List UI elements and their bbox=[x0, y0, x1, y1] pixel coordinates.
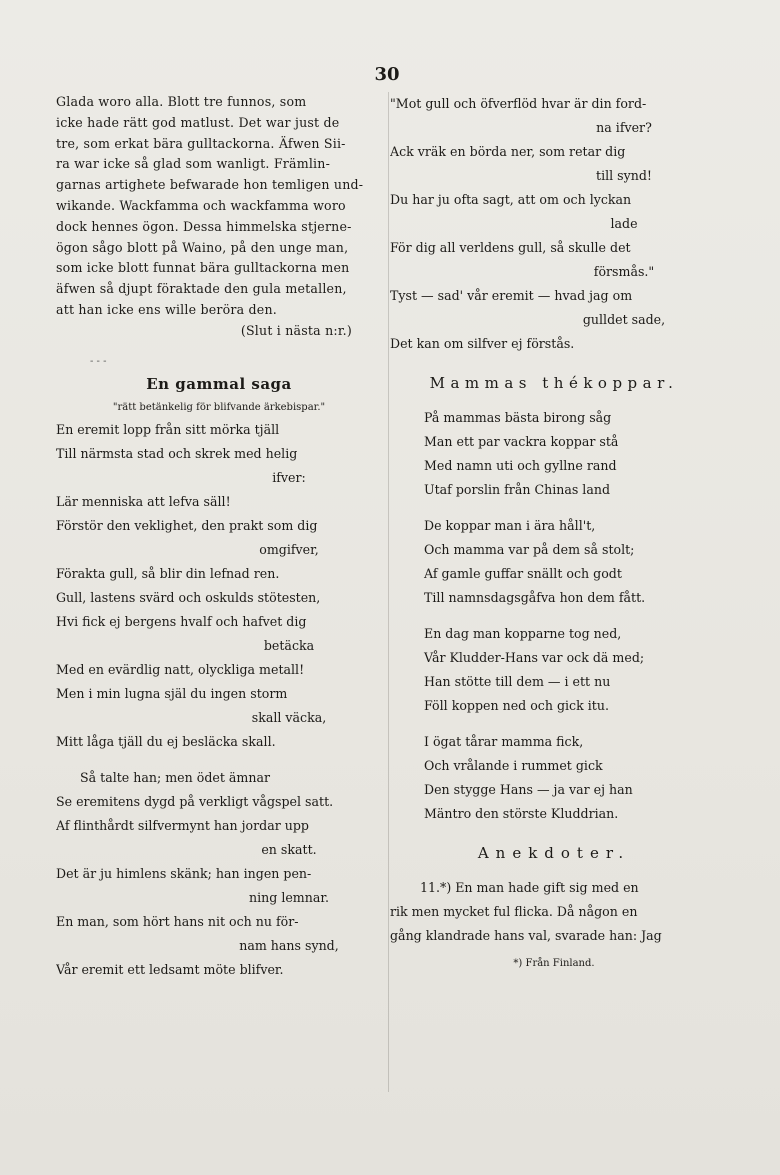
left-column bbox=[56, 92, 382, 982]
prose-line: Glada woro alla. Blott tre funnos, som bbox=[56, 94, 307, 109]
poem-line: Till namnsdagsgåfva hon dem fått. bbox=[424, 590, 646, 605]
poem-line: De koppar man i ära håll't, bbox=[424, 518, 596, 533]
poem-title: En gammal saga bbox=[146, 374, 292, 393]
poem-line: Lär menniska att lefva säll! bbox=[56, 493, 231, 509]
poem-line: Af gamle guffar snällt och godt bbox=[424, 566, 622, 581]
poem-line: Han stötte till dem — i ett nu bbox=[424, 674, 611, 689]
poem-line: På mammas bästa birong såg bbox=[424, 410, 612, 425]
prose-line: tre, som erkat bära gulltackorna. Äfwen Sii- bbox=[56, 135, 346, 151]
stanza bbox=[390, 406, 718, 502]
poem-line: Förstör den veklighet, den prakt som dig bbox=[56, 517, 318, 533]
page-number: 30 bbox=[374, 64, 400, 85]
poem-line-continuation: försmås." bbox=[593, 264, 655, 279]
column-divider bbox=[388, 92, 389, 1092]
poem-body bbox=[56, 418, 382, 754]
poem-line: Du har ju ofta sagt, att om och lyckan bbox=[390, 192, 632, 207]
poem-line: Med namn uti och gyllne rand bbox=[424, 458, 617, 473]
poem-continuation bbox=[390, 92, 718, 356]
continued-note: (Slut i nästa n:r.) bbox=[240, 322, 352, 338]
poem-line: Förakta gull, så blir din lefnad ren. bbox=[56, 565, 280, 581]
poem-line: Ack vräk en börda ner, som retar dig bbox=[390, 144, 626, 159]
prose-line: äfwen så djupt föraktade den gula metallen, bbox=[56, 281, 347, 297]
poem-line-continuation: till synd! bbox=[596, 168, 652, 183]
poem-line: Det kan om silfver ej förstås. bbox=[390, 336, 575, 351]
poem-line: En eremit lopp från sitt mörka tjäll bbox=[56, 421, 280, 437]
poem-line: Den stygge Hans — ja var ej han bbox=[424, 782, 633, 797]
poem-line: Till närmsta stad och skrek med helig bbox=[56, 445, 298, 461]
poem-line: Mitt låga tjäll du ej besläcka skall. bbox=[56, 733, 276, 749]
poem-line: Hvi fick ej bergens hvalf och hafvet dig bbox=[56, 613, 307, 629]
poem-line: Se eremitens dygd på verkligt vågspel satt. bbox=[56, 793, 334, 809]
prose-line: wikande. Wackfamma och wackfamma woro bbox=[56, 197, 346, 213]
poem-line: Men i min lugna själ du ingen storm bbox=[56, 685, 288, 701]
poem-line: Och mamma var på dem så stolt; bbox=[424, 542, 635, 557]
prose-line: som icke blott funnat bära gulltackorna men bbox=[56, 260, 350, 276]
poem-line: Utaf porslin från Chinas land bbox=[424, 482, 611, 497]
poem-line-continuation: omgifver, bbox=[259, 541, 319, 557]
poem-line: För dig all verldens gull, så skulle det bbox=[390, 240, 631, 255]
poem-line: En dag man kopparne tog ned, bbox=[424, 626, 622, 641]
anecdote-line: gång klandrade hans val, svarade han: Jag bbox=[390, 928, 662, 943]
poem-line: Med en evärdlig natt, olyckliga metall! bbox=[56, 661, 305, 677]
poem-subtitle: "rätt betänkelig för blifvande ärkebispar." bbox=[112, 401, 326, 413]
prose-block bbox=[56, 92, 382, 342]
poem-line: Mäntro den störste Kluddrian. bbox=[424, 806, 619, 821]
section-title-mammas-thekoppar: Mammas thékoppar. bbox=[429, 374, 679, 392]
prose-line: icke hade rätt god matlust. Det war just de bbox=[56, 114, 340, 130]
section-title-anekdoter: Anekdoter. bbox=[477, 844, 631, 862]
anecdote-line: rik men mycket ful flicka. Då någon en bbox=[390, 904, 638, 919]
anecdote-line: 11.*) En man hade gift sig med en bbox=[420, 880, 639, 895]
prose-line: dock hennes ögon. Dessa himmelska stjerne- bbox=[56, 218, 352, 234]
poem-line-continuation: betäcka bbox=[263, 637, 315, 653]
section-ornament: - - - bbox=[90, 355, 107, 367]
poem-line-continuation: ifver: bbox=[272, 469, 306, 485]
poem-line-continuation: ning lemnar. bbox=[249, 889, 329, 905]
poem-line: I ögat tårar mamma fick, bbox=[424, 734, 584, 749]
poem-line: Föll koppen ned och gick itu. bbox=[424, 698, 609, 713]
poem-line-continuation: lade bbox=[610, 216, 638, 231]
prose-line: ögon sågo blott på Waino, på den unge man, bbox=[56, 239, 349, 255]
poem-line: "Mot gull och öfverflöd hvar är din ford- bbox=[390, 96, 647, 111]
stanza bbox=[390, 730, 718, 826]
poem-line: Vår Kludder-Hans var ock dä med; bbox=[424, 650, 645, 665]
poem-line: Vår eremit ett ledsamt möte blifver. bbox=[56, 961, 284, 977]
poem-line-continuation: skall väcka, bbox=[251, 709, 327, 725]
stanza bbox=[390, 514, 718, 610]
stanza bbox=[390, 622, 718, 718]
poem-line: Så talte han; men ödet ämnar bbox=[80, 769, 270, 785]
poem-line: Tyst — sad' vår eremit — hvad jag om bbox=[390, 288, 633, 303]
poem-line-continuation: na ifver? bbox=[596, 120, 652, 135]
prose-line: ra war icke så glad som wanligt. Främlin- bbox=[56, 156, 331, 172]
poem-line-continuation: gulldet sade, bbox=[582, 312, 666, 327]
anecdote-block bbox=[390, 876, 718, 948]
poem-line-continuation: nam hans synd, bbox=[239, 937, 339, 953]
prose-line: att han icke ens wille beröra den. bbox=[56, 301, 277, 317]
poem-line: Det är ju himlens skänk; han ingen pen- bbox=[56, 865, 312, 881]
poem-line-continuation: en skatt. bbox=[261, 841, 317, 857]
poem-line: Man ett par vackra koppar stå bbox=[424, 434, 619, 449]
footnote: *) Från Finland. bbox=[513, 958, 595, 969]
poem-line: En man, som hört hans nit och nu för- bbox=[56, 913, 299, 929]
poem-line: Af flinthårdt silfvermynt han jordar upp bbox=[56, 817, 309, 833]
poem-line: Och vrålande i rummet gick bbox=[424, 758, 603, 773]
prose-line: garnas artighete befwarade hon temligen und- bbox=[56, 177, 364, 193]
poem-body-part-2 bbox=[56, 766, 382, 982]
right-column bbox=[390, 92, 718, 972]
poem-line: Gull, lastens svärd och oskulds stötesten, bbox=[56, 589, 321, 605]
